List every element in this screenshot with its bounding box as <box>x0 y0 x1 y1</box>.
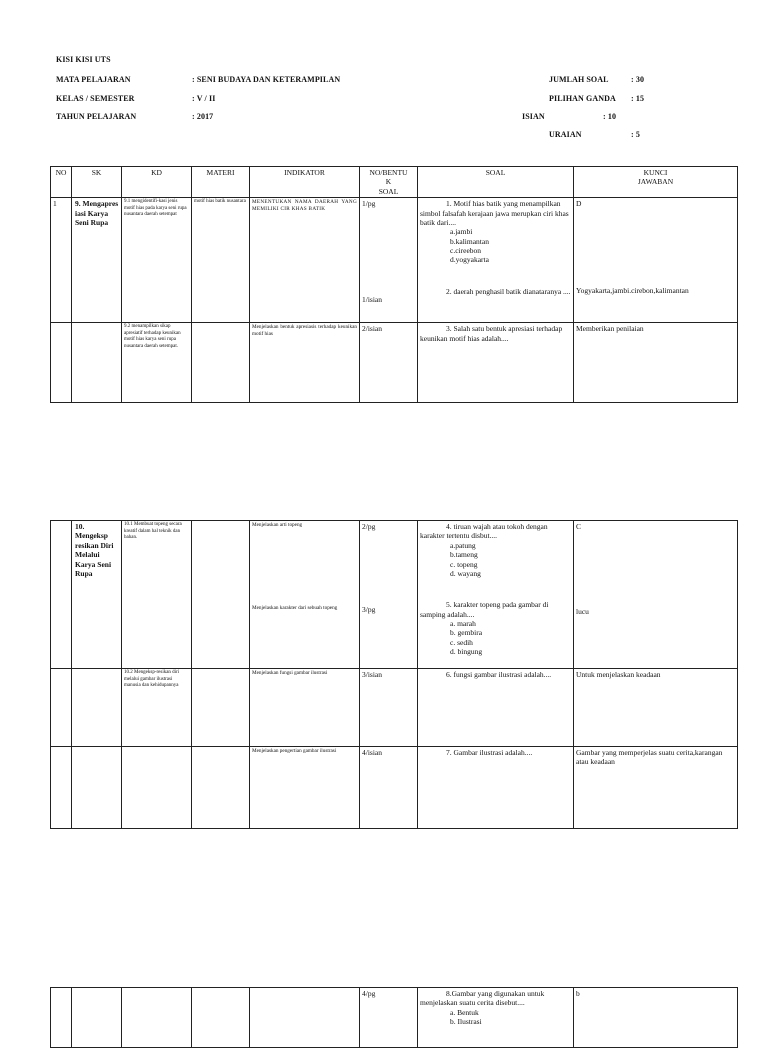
q1-bentuk: 1/pg <box>362 199 376 209</box>
q2-stem: 2. daerah penghasil batik dianataranya .... <box>446 286 571 296</box>
row-soal <box>418 198 574 323</box>
row-materi: motif hias batik nusantara <box>192 198 250 323</box>
row-soal <box>418 521 574 669</box>
kisi-table-3 <box>50 987 738 1048</box>
q6-kunci: Untuk menjelaskan keadaan <box>574 669 738 747</box>
q4-kunci: C <box>576 522 582 531</box>
q7-kunci: Gambar yang memperjelas suatu cerita,karangan atau keadaan <box>574 747 738 829</box>
col-kd: KD <box>122 167 192 198</box>
row-kd: 10.1 Membuat topeng secara kreatif dalam hal teknik dan bahan. <box>122 521 192 669</box>
q6-stem: 6. fungsi gambar ilustrasi adalah.... <box>446 670 552 679</box>
q5-kunci: lucu <box>576 607 589 617</box>
row-no: 1 <box>51 198 72 323</box>
col-materi: MATERI <box>192 167 250 198</box>
q5-option-a: a. marah <box>450 619 476 628</box>
q2-kunci: Yogyakarta,jambi.cirebon,kalimantan <box>576 285 689 295</box>
q8-bentuk: 4/pg <box>360 988 418 1048</box>
q7-stem: 7. Gambar ilustrasi adalah.... <box>446 748 533 757</box>
q1-option-c: c.cireebon <box>450 246 482 255</box>
col-bentuk-line1: NO/BENTU <box>369 168 408 177</box>
q5-bentuk: 3/pg <box>362 605 376 615</box>
q8-kunci: b <box>574 988 738 1048</box>
q5-indikator: Menjelaskan karakter dari sebuah topeng <box>252 604 338 611</box>
q4-option-a: a.patung <box>450 540 476 550</box>
row-sk: 10. Mengeksp resikan Diri Melalui Karya Seni Rupa <box>72 521 122 669</box>
kelas-value: : V / II <box>192 94 216 103</box>
uraian-label: URAIAN <box>549 130 582 139</box>
isian-value: : 10 <box>603 112 617 121</box>
jumlah-soal-value: : 30 <box>631 75 645 84</box>
q4-option-d: d. wayang <box>450 568 481 578</box>
q1-option-b: b.kalimantan <box>450 236 489 246</box>
q1-option-a: a.jambi <box>450 227 473 237</box>
q4-option-b: b.tameng <box>450 550 478 560</box>
table-row <box>51 323 738 403</box>
jumlah-soal-label: JUMLAH SOAL <box>549 75 609 84</box>
row-kunci <box>574 198 738 323</box>
col-kunci-line2: JAWABAN <box>637 177 674 187</box>
kisi-table-1 <box>50 166 738 403</box>
col-no: NO <box>51 167 72 198</box>
q5-option-b: b. gembira <box>450 628 483 638</box>
q3-bentuk: 2/isian <box>360 323 418 403</box>
q3-stem: 3. Salah satu bentuk apresiasi terhadap keunikan motif hias adalah.... <box>420 324 563 343</box>
row-kunci <box>574 521 738 669</box>
tahun-value: : 2017 <box>192 112 214 121</box>
uraian-value: : 5 <box>631 130 640 139</box>
q3-kunci: Memberikan penilaian <box>574 323 738 403</box>
q2-bentuk: 1/isian <box>362 294 382 304</box>
q4-stem: 4. tiruan wajah atau tokoh dengan karakter tertentu disbut.... <box>420 522 548 541</box>
q5-option-c: c. sedih <box>450 637 473 647</box>
row-indikator: Menjelaskan pengertian gambar ilustrasi <box>250 747 360 829</box>
row-indikator: Menjelaskan fungsi gambar ilustrasi <box>250 669 360 747</box>
row-kd: 9.2 menampilkan sikap apresiatif terhadap keunikan motif hias karya seni rupa nusantara daerah setempat. <box>122 323 192 403</box>
q4-option-c: c. topeng <box>450 559 478 569</box>
row-indikator: Menjelaskan bentuk apresiasis terhadap keunikan motif hias <box>250 323 360 403</box>
q1-stem: 1. Motif hias batik yang menampilkan simbol falsafah kerajaan jawa merupkan ciri khas batik dari.... <box>420 199 569 227</box>
q8-stem: 8.Gambar yang digunakan untuk menjelaskan suatu cerita disebut.... <box>420 989 545 1008</box>
row-indikator <box>250 521 360 669</box>
q4-indikator: Menjelaskan arti topeng <box>252 522 303 528</box>
col-kunci-line1: KUNCI <box>643 168 668 177</box>
col-bentuk-line2: K <box>385 177 392 187</box>
col-soal: SOAL <box>418 167 574 198</box>
table-header-row <box>51 167 738 198</box>
table-row <box>51 669 738 747</box>
kisi-table-2 <box>50 520 738 829</box>
q8-option-a: a. Bentuk <box>450 1007 479 1017</box>
row-soal <box>418 747 574 829</box>
pilihan-ganda-label: PILIHAN GANDA <box>549 94 616 103</box>
col-bentuk-line3: SOAL <box>378 186 399 196</box>
row-indikator: MENENTUKAN NAMA DAERAH YANG MEMILIKI CIR KHAS BATIK <box>250 198 360 323</box>
q4-bentuk: 2/pg <box>362 522 376 531</box>
kelas-label: KELAS / SEMESTER <box>56 94 135 103</box>
q8-option-b: b. Ilustrasi <box>450 1017 482 1027</box>
row-sk: 9. Mengapres iasi Karya Seni Rupa <box>72 198 122 323</box>
q1-kunci: D <box>576 199 582 209</box>
q7-bentuk: 4/isian <box>360 747 418 829</box>
mapel-value: : SENI BUDAYA DAN KETERAMPILAN <box>192 75 341 84</box>
row-bentuk <box>360 198 418 323</box>
col-indikator: INDIKATOR <box>250 167 360 198</box>
doc-title: KISI KISI UTS <box>56 55 111 64</box>
row-kd: 10.2 Mengeksp-resikan diri melalui gambar ilustrasi manusia dan kehidupannya <box>122 669 192 747</box>
q1-option-d: d.yogyakarta <box>450 255 489 265</box>
table-row <box>51 521 738 669</box>
table-row <box>51 198 738 323</box>
tahun-label: TAHUN PELAJARAN <box>56 112 137 121</box>
q5-stem: 5. karakter topeng pada gambar di samping adalah.... <box>420 600 549 619</box>
row-soal <box>418 323 574 403</box>
row-bentuk <box>360 521 418 669</box>
q5-option-d: d. bingung <box>450 647 483 657</box>
row-kd: 9.1 mengidentifi-kasi jenis motif hias pada karya seni rupa nusantara daerah setempat <box>122 198 192 323</box>
col-sk: SK <box>72 167 122 198</box>
mapel-label: MATA PELAJARAN <box>56 75 131 84</box>
pilihan-ganda-value: : 15 <box>631 94 645 103</box>
row-soal <box>418 669 574 747</box>
q6-bentuk: 3/isian <box>360 669 418 747</box>
row-soal <box>418 988 574 1048</box>
isian-label: ISIAN <box>522 112 545 121</box>
col-bentuk-soal <box>360 167 418 198</box>
col-kunci-jawaban <box>574 167 738 198</box>
table-row <box>51 747 738 829</box>
table-row <box>51 988 738 1048</box>
